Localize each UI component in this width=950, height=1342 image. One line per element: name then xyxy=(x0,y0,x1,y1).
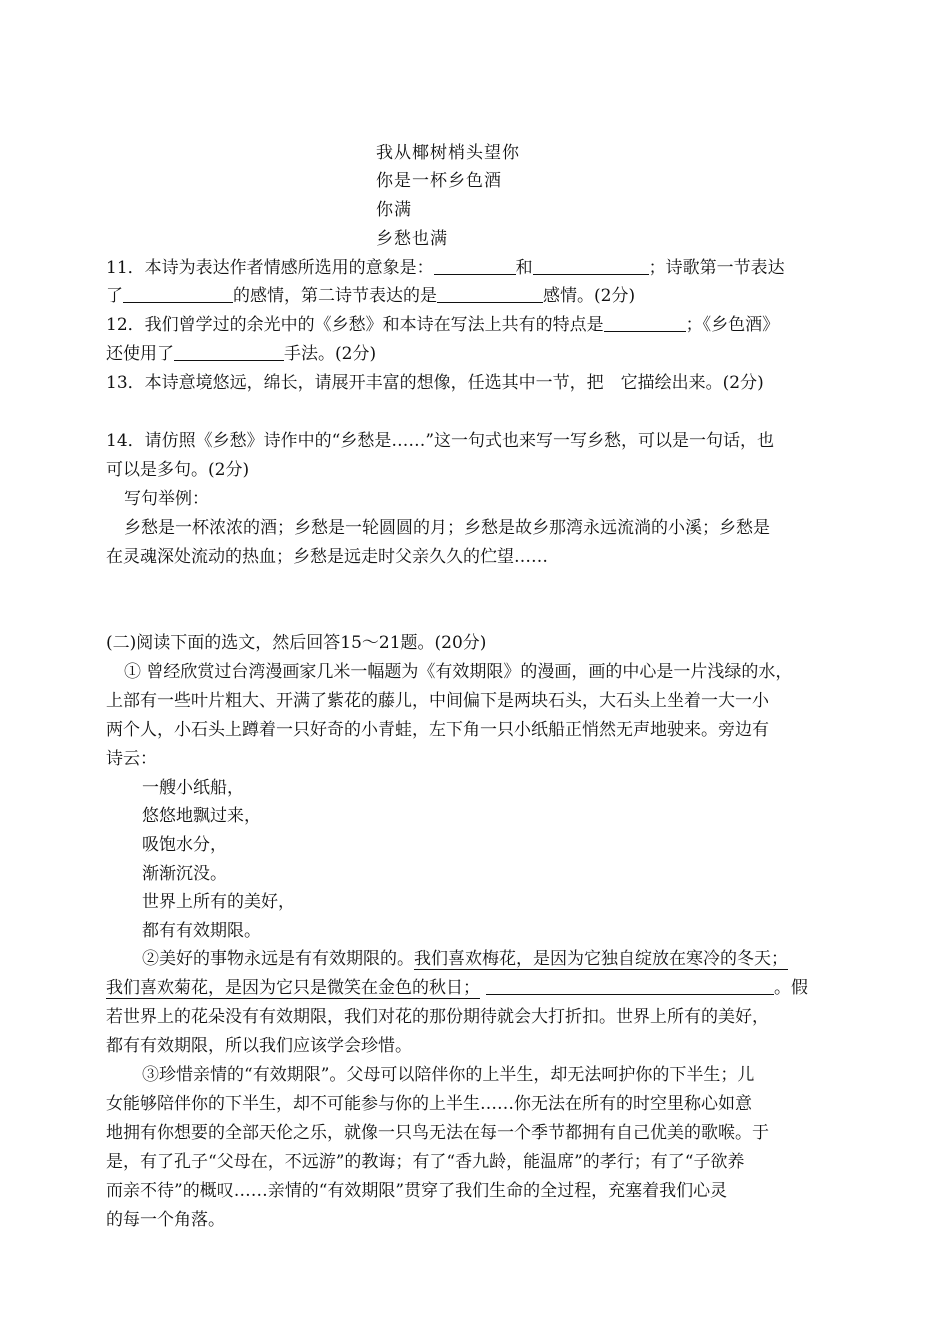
paragraph-3-line-5: 而亲不待”的概叹……亲情的“有效期限”贯穿了我们生命的全过程，充塞着我们心灵 xyxy=(106,1181,728,1201)
q11-text-e: 的感情，第二诗节表达的是 xyxy=(233,286,437,306)
question-13: 13．本诗意境悠远，绵长，请展开丰富的想像，任选其中一节，把 它描绘出来。(2分) xyxy=(106,373,764,393)
q11-text-d: 了 xyxy=(106,286,123,306)
q12-text-d: 手法。(2分) xyxy=(284,344,377,364)
verse-line-2: 悠悠地飘过来， xyxy=(142,806,261,826)
poem-line-1: 我从椰树梢头望你 xyxy=(376,143,520,163)
question-11-line-1 xyxy=(106,254,785,282)
poem-line-2: 你是一杯乡色酒 xyxy=(376,171,502,191)
paragraph-3-line-2: 女能够陪伴你的下半生，却不可能参与你的上半生……你无法在所有的时空里称心如意 xyxy=(106,1094,752,1114)
q12-text-b: ；《乡色酒》 xyxy=(685,315,780,335)
paragraph-3-line-1: ③珍惜亲情的“有效期限”。父母可以陪伴你的上半生，却无法呵护你的下半生；儿 xyxy=(142,1065,755,1085)
q11-text-b: 和 xyxy=(515,258,533,278)
p2-text-a: ②美好的事物永远是有有效期限的。 xyxy=(142,949,414,969)
verse-line-5: 世界上所有的美好， xyxy=(142,892,295,912)
q11-blank-4[interactable] xyxy=(437,286,543,303)
p2-underlined-2: 我们喜欢菊花，是因为它只是微笑在金色的秋日； xyxy=(106,978,480,998)
example-label: 写句举例： xyxy=(124,489,209,509)
q11-text-a: 11．本诗为表达作者情感所选用的意象是： xyxy=(106,258,434,278)
paragraph-2-line-1 xyxy=(142,945,788,973)
question-14-line-1: 14．请仿照《乡愁》诗作中的“乡愁是……”这一句式也来写一写乡愁，可以是一句话，也 xyxy=(106,431,775,451)
question-12-line-1 xyxy=(106,311,779,339)
verse-line-1: 一艘小纸船， xyxy=(142,778,244,798)
paragraph-3-line-4: 是，有了孔子“父母在，不远游”的教诲；有了“香九龄，能温席”的孝行；有了“子欲养 xyxy=(106,1152,745,1172)
q12-text-a: 12．我们曾学过的余光中的《乡愁》和本诗在写法上共有的特点是 xyxy=(106,315,604,335)
question-11-line-2 xyxy=(106,282,635,310)
p2-underlined-1: 我们喜欢梅花，是因为它独自绽放在寒冷的冬天； xyxy=(414,949,788,969)
paragraph-1-line-2: 上部有一些叶片粗大、开满了紫花的藤儿，中间偏下是两块石头，大石头上坐着一大一小 xyxy=(106,691,769,711)
paragraph-3-line-6: 的每一个角落。 xyxy=(106,1210,225,1230)
q11-blank-3[interactable] xyxy=(123,286,233,303)
paragraph-3-line-3: 地拥有你想要的全部天伦之乐，就像一只鸟无法在每一个季节都拥有自己优美的歌喉。于 xyxy=(106,1123,769,1143)
paragraph-1-line-1: ① 曾经欣赏过台湾漫画家几米一幅题为《有效期限》的漫画，画的中心是一片浅绿的水， xyxy=(124,662,793,682)
q11-blank-1[interactable] xyxy=(434,258,516,275)
paragraph-1-line-3: 两个人，小石头上蹲着一只好奇的小青蛙，左下角一只小纸船正悄然无声地驶来。旁边有 xyxy=(106,720,769,740)
example-line-2: 在灵魂深处流动的热血；乡愁是远走时父亲久久的伫望…… xyxy=(106,547,548,567)
q11-text-f: 感情。(2分) xyxy=(543,286,636,306)
q11-text-c: ；诗歌第一节表达 xyxy=(648,258,785,278)
q12-blank-1[interactable] xyxy=(604,315,686,332)
verse-line-3: 吸饱水分， xyxy=(142,835,227,855)
p2-blank[interactable] xyxy=(486,978,774,995)
example-line-1: 乡愁是一杯浓浓的酒；乡愁是一轮圆圆的月；乡愁是故乡那湾永远流淌的小溪；乡愁是 xyxy=(124,518,770,538)
q12-blank-2[interactable] xyxy=(174,344,284,361)
q11-blank-2[interactable] xyxy=(533,258,649,275)
paragraph-2-line-2 xyxy=(106,974,808,1002)
paragraph-2-line-3: 若世界上的花朵没有有效期限，我们对花的那份期待就会大打折扣。世界上所有的美好， xyxy=(106,1007,769,1027)
question-14-line-2: 可以是多句。(2分) xyxy=(106,460,250,480)
poem-line-4: 乡愁也满 xyxy=(376,229,448,249)
paragraph-2-line-4: 都有有效期限，所以我们应该学会珍惜。 xyxy=(106,1036,412,1056)
question-12-line-2 xyxy=(106,340,376,368)
poem-line-3: 你满 xyxy=(376,200,412,220)
verse-line-4: 渐渐沉没。 xyxy=(142,864,227,884)
paragraph-1-line-4: 诗云： xyxy=(106,749,157,769)
verse-line-6: 都有有效期限。 xyxy=(142,921,261,941)
section-2-heading: (二)阅读下面的选文，然后回答15～21题。(20分) xyxy=(106,633,487,653)
p2-text-b: 。假 xyxy=(774,978,808,998)
q12-text-c: 还使用了 xyxy=(106,344,174,364)
